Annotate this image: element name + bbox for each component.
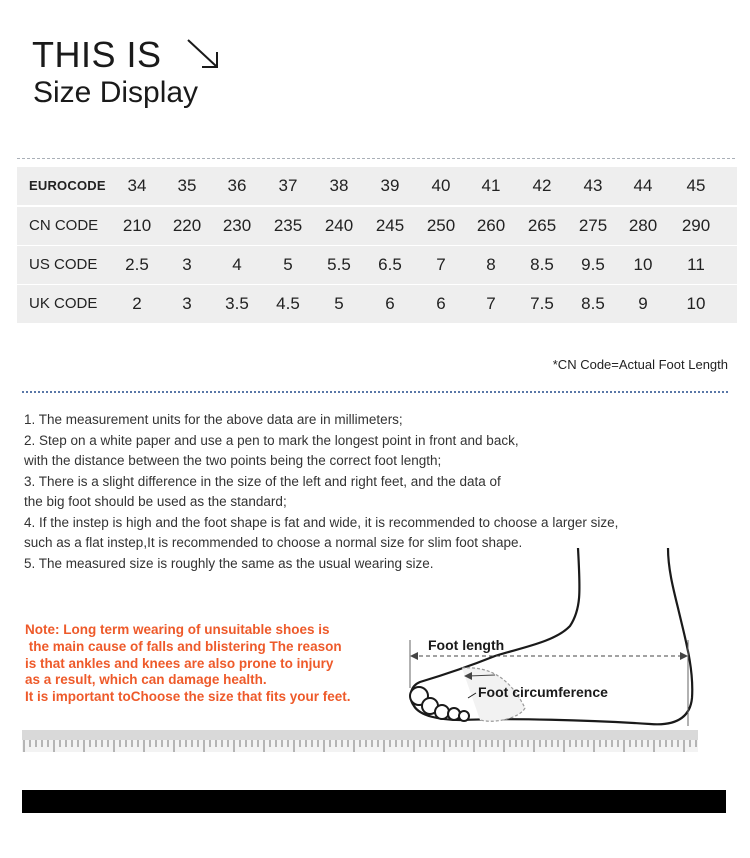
footer-bar xyxy=(22,790,726,813)
size-row-eurocode xyxy=(17,167,737,205)
size-cell: 11 xyxy=(687,255,705,274)
size-cell: 42 xyxy=(532,176,552,195)
size-cell: 290 xyxy=(681,216,711,235)
note-line: 3. There is a slight difference in the size of the left and right feet, and the data of xyxy=(24,473,501,489)
size-cell: 45 xyxy=(686,176,706,195)
note-line: 4. If the instep is high and the foot shape is fat and wide, it is recommended to choose a larger size, xyxy=(24,514,619,530)
size-cell: 220 xyxy=(172,216,202,235)
size-cell: 6 xyxy=(436,294,446,313)
size-cell: 210 xyxy=(122,216,152,235)
row-label: EUROCODE xyxy=(29,178,106,193)
size-cell: 3.5 xyxy=(225,294,249,313)
size-cell: 41 xyxy=(481,176,501,195)
warning-line: It is important toChoose the size that fits your feet. xyxy=(25,689,351,705)
page-subtitle: Size Display xyxy=(33,76,199,109)
size-cell: 235 xyxy=(273,216,303,235)
size-cell: 275 xyxy=(578,216,608,235)
size-cell: 260 xyxy=(476,216,506,235)
size-cell: 5 xyxy=(334,294,344,313)
size-cell: 6 xyxy=(385,294,395,313)
size-cell: 8.5 xyxy=(530,255,554,274)
note-line: the big foot should be used as the standard; xyxy=(24,494,287,509)
warning-line: as a result, which can damage health. xyxy=(25,672,267,688)
size-cell: 230 xyxy=(222,216,252,235)
size-cell: 250 xyxy=(426,216,456,235)
size-cell: 9.5 xyxy=(581,255,605,274)
size-cell: 7.5 xyxy=(530,294,554,313)
size-cell: 9 xyxy=(638,294,648,313)
table-top-divider xyxy=(17,158,735,159)
row-label: US CODE xyxy=(29,256,98,273)
warning-line: the main cause of falls and blistering The reason xyxy=(25,638,342,654)
row-label: UK CODE xyxy=(29,295,98,312)
size-cell: 34 xyxy=(127,176,147,195)
size-cell: 240 xyxy=(324,216,354,235)
size-row-cn-code xyxy=(17,207,737,245)
size-cell: 3 xyxy=(182,255,192,274)
size-cell: 265 xyxy=(527,216,557,235)
warning-line: is that ankles and knees are also prone to injury xyxy=(25,655,334,671)
arrow-down-right-icon xyxy=(182,34,224,76)
note-line: 5. The measured size is roughly the same as the usual wearing size. xyxy=(24,555,434,571)
size-cell: 245 xyxy=(375,216,405,235)
size-cell: 8.5 xyxy=(581,294,605,313)
note-line: 2. Step on a white paper and use a pen to mark the longest point in front and back, xyxy=(24,432,519,448)
foot-measurement-icon xyxy=(400,548,710,748)
ruler xyxy=(22,730,698,752)
size-cell: 36 xyxy=(227,176,247,195)
size-cell: 10 xyxy=(633,255,653,274)
cn-code-footnote: *CN Code=Actual Foot Length xyxy=(552,357,728,372)
size-row-us-code xyxy=(17,246,737,284)
section-divider xyxy=(22,391,728,393)
size-row-uk-code xyxy=(17,285,737,323)
size-cell: 7 xyxy=(436,255,446,274)
size-cell: 40 xyxy=(431,176,451,195)
size-cell: 4 xyxy=(232,255,242,274)
note-line: such as a flat instep,It is recommended to choose a normal size for slim foot shape. xyxy=(24,535,523,550)
size-cell: 10 xyxy=(686,294,706,313)
note-line: with the distance between the two points being the correct foot length; xyxy=(24,453,442,468)
size-cell: 4.5 xyxy=(276,294,300,313)
size-cell: 5.5 xyxy=(327,255,351,274)
size-cell: 5 xyxy=(283,255,293,274)
page-title: THIS IS xyxy=(32,34,162,75)
size-cell: 2.5 xyxy=(125,255,149,274)
row-label: CN CODE xyxy=(29,217,99,234)
size-cell: 2 xyxy=(132,294,142,313)
size-cell: 39 xyxy=(380,176,400,195)
size-cell: 6.5 xyxy=(378,255,402,274)
size-cell: 38 xyxy=(329,176,349,195)
foot-length-label: Foot length xyxy=(428,637,505,653)
size-cell: 3 xyxy=(182,294,192,313)
size-cell: 44 xyxy=(633,176,653,195)
size-cell: 7 xyxy=(486,294,496,313)
foot-circumference-label: Foot circumference xyxy=(478,684,608,700)
note-line: 1. The measurement units for the above data are in millimeters; xyxy=(24,412,403,427)
size-cell: 43 xyxy=(583,176,603,195)
size-cell: 8 xyxy=(486,255,496,274)
size-cell: 37 xyxy=(278,176,298,195)
warning-line: Note: Long term wearing of unsuitable shoes is xyxy=(25,622,330,637)
size-cell: 280 xyxy=(628,216,658,235)
warning-note xyxy=(25,622,351,706)
size-cell: 35 xyxy=(177,176,197,195)
